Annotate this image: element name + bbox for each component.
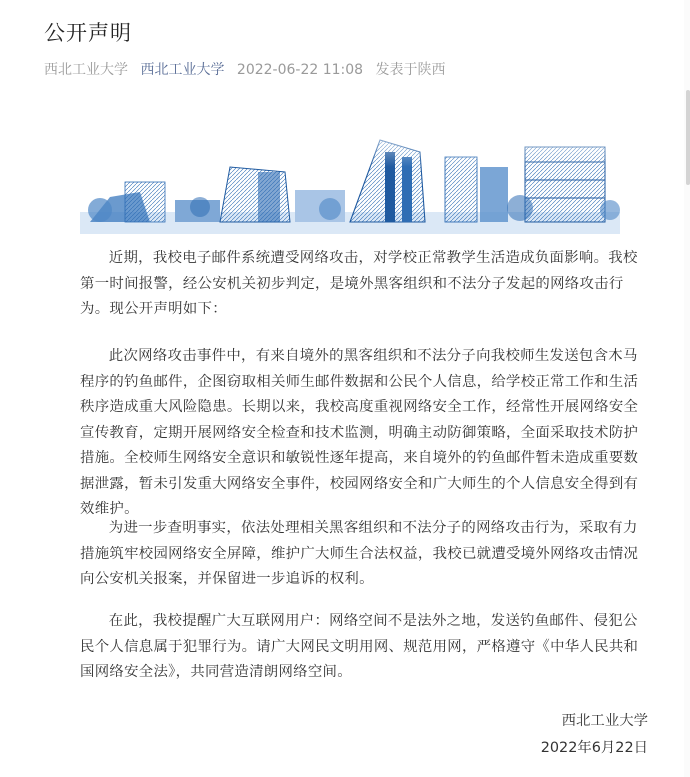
account-name-link[interactable]: 西北工业大学 — [140, 62, 225, 78]
signature-date: 2022年6月22日 — [540, 740, 648, 756]
scrollbar-thumb[interactable] — [686, 90, 690, 185]
article-title: 公开声明 — [44, 21, 132, 45]
publish-datetime: 2022-06-22 11:08 — [236, 62, 364, 78]
publish-location: 发表于陕西 — [375, 62, 446, 78]
paragraph-intro: 近期，我校电子邮件系统遭受网络攻击，对学校正常教学生活造成负面影响。我校第一时间报警，经公安机关初步判定，是境外黑客组织和不法分子发起的网络攻击行为。现公开声明如下： — [80, 250, 638, 317]
article-author: 西北工业大学 — [44, 62, 128, 78]
signature-org: 西北工业大学 — [561, 713, 648, 729]
paragraph-incident: 此次网络攻击事件中，有来自境外的黑客组织和不法分子向我校师生发送包含木马程序的钓鱼邮件，企图窃取相关师生邮件数据和公民个人信息，给学校正常工作和生活秩序造成重大风险隐患。长期以来，我校高度重视网络安全工作，经常性开展网络安全宣传教育，定期开展网络安全检查和技术监测，明确主动防御策略，全面采取技术防护措施。全校师生网络安全意识和敏锐性逐年提高，来自境外的钓鱼邮件暂未造成重要数据泄露，暂未引发重大网络安全事件，校园网络安全和广大师生的个人信息安全得到有效维护。 — [80, 348, 639, 517]
campus-sketch-banner — [80, 112, 620, 234]
paragraph-action: 为进一步查明事实，依法处理相关黑客组织和不法分子的网络攻击行为，采取有力措施筑牢校园网络安全屏障，维护广大师生合法权益，我校已就遭受境外网络攻击情况向公安机关报案，并保留进一步追诉的权利。 — [80, 520, 639, 587]
scrollbar[interactable] — [684, 0, 690, 777]
article-meta — [44, 59, 454, 79]
paragraph-reminder: 在此，我校提醒广大互联网用户：网络空间不是法外之地，发送钓鱼邮件、侵犯公民个人信息属于犯罪行为。请广大网民文明用网、规范用网，严格遵守《中华人民共和国网络安全法》，共同营造清朗网络空间。 — [80, 613, 639, 680]
